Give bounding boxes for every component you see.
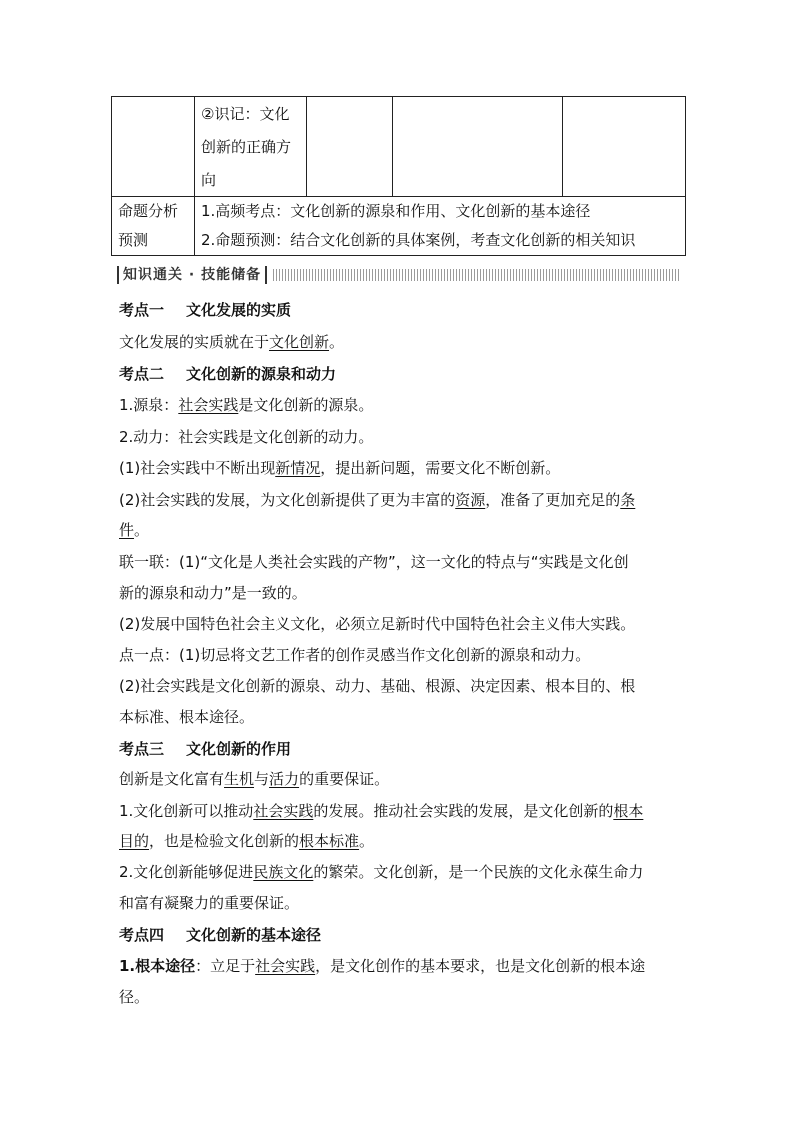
- table-cell: [195, 197, 686, 256]
- banner-decoration: [273, 269, 679, 281]
- paragraph-line: 2.文化创新能够促进民族文化的繁荣。文化创新，是一个民族的文化永葆生命力: [119, 863, 644, 881]
- section-heading-3: 考点三 文化创新的作用: [119, 740, 292, 758]
- paragraph-line: 本标准、根本途径。: [119, 708, 255, 726]
- section-heading-1: 考点一 文化发展的实质: [119, 301, 292, 319]
- cell-line: ②识记：文化: [201, 105, 290, 123]
- paragraph-line: (2)社会实践的发展，为文化创新提供了更为丰富的资源，准备了更加充足的条: [119, 491, 636, 509]
- underlined-term: 民族文化: [253, 863, 314, 881]
- underlined-term: 新情况: [275, 459, 321, 477]
- paragraph-line: 件。: [119, 521, 150, 539]
- paragraph-line: 目的，也是检验文化创新的根本标准。: [119, 832, 375, 850]
- paragraph-line: 1.根本途径：立足于社会实践，是文化创作的基本要求，也是文化创新的根本途: [119, 957, 646, 975]
- underlined-term: 生机: [224, 770, 255, 788]
- exam-outline-table: [111, 96, 686, 256]
- paragraph-line: 文化发展的实质就在于文化创新。: [119, 333, 345, 351]
- underlined-term: 社会实践: [178, 396, 239, 414]
- paragraph-line: 和富有凝聚力的重要保证。: [119, 894, 300, 912]
- section-banner: [117, 265, 679, 285]
- table-cell: [195, 97, 307, 197]
- underlined-term: 条: [620, 491, 636, 509]
- table-cell: [112, 97, 195, 197]
- table-cell: [393, 97, 563, 197]
- paragraph-line: 1.文化创新可以推动社会实践的发展。推动社会实践的发展，是文化创新的根本: [119, 802, 644, 820]
- paragraph-line: 创新是文化富有生机与活力的重要保证。: [119, 770, 390, 788]
- paragraph-line: (1)社会实践中不断出现新情况，提出新问题，需要文化不断创新。: [119, 459, 561, 477]
- cell-line: 1.高频考点：文化创新的源泉和作用、文化创新的基本途径: [201, 202, 591, 220]
- underlined-term: 资源: [455, 491, 486, 509]
- underlined-term: 件: [119, 521, 135, 539]
- paragraph-line: 点一点：(1)切忌将文艺工作者的创作灵感当作文化创新的源泉和动力。: [119, 646, 591, 664]
- cell-line: 2.命题预测：结合文化创新的具体案例，考查文化创新的相关知识: [201, 231, 636, 249]
- cell-line: 创新的正确方: [201, 138, 292, 156]
- underlined-term: 社会实践: [255, 957, 316, 975]
- underlined-term: 根本: [613, 802, 644, 820]
- paragraph-line: (2)发展中国特色社会主义文化，必须立足新时代中国特色社会主义伟大实践。: [119, 615, 636, 633]
- paragraph-line: 联一联：(1)“文化是人类社会实践的产物”，这一文化的特点与“实践是文化创: [119, 553, 629, 571]
- paragraph-line: 1.源泉：社会实践是文化创新的源泉。: [119, 396, 374, 414]
- section-heading-2: 考点二 文化创新的源泉和动力: [119, 365, 337, 383]
- underlined-term: 活力: [269, 770, 300, 788]
- table-row: [112, 197, 686, 256]
- underlined-term: 文化创新: [269, 333, 330, 351]
- paragraph-line: (2)社会实践是文化创新的源泉、动力、基础、根源、决定因素、根本目的、根: [119, 677, 636, 695]
- paragraph-line: 2.动力：社会实践是文化创新的动力。: [119, 428, 374, 446]
- paragraph-line: 径。: [119, 988, 150, 1006]
- underlined-term: 根本标准: [299, 832, 360, 850]
- table-row: [112, 97, 686, 197]
- underlined-term: 社会实践: [253, 802, 314, 820]
- table-row-label: 命题分析 预测: [112, 197, 195, 256]
- section-heading-4: 考点四 文化创新的基本途径: [119, 926, 322, 944]
- table-cell: [307, 97, 393, 197]
- banner-title: 知识通关 · 技能储备: [117, 266, 267, 284]
- underlined-term: 目的: [119, 832, 150, 850]
- paragraph-line: 新的源泉和动力”是一致的。: [119, 584, 307, 602]
- table-cell: [563, 97, 686, 197]
- cell-line: 向: [201, 171, 217, 189]
